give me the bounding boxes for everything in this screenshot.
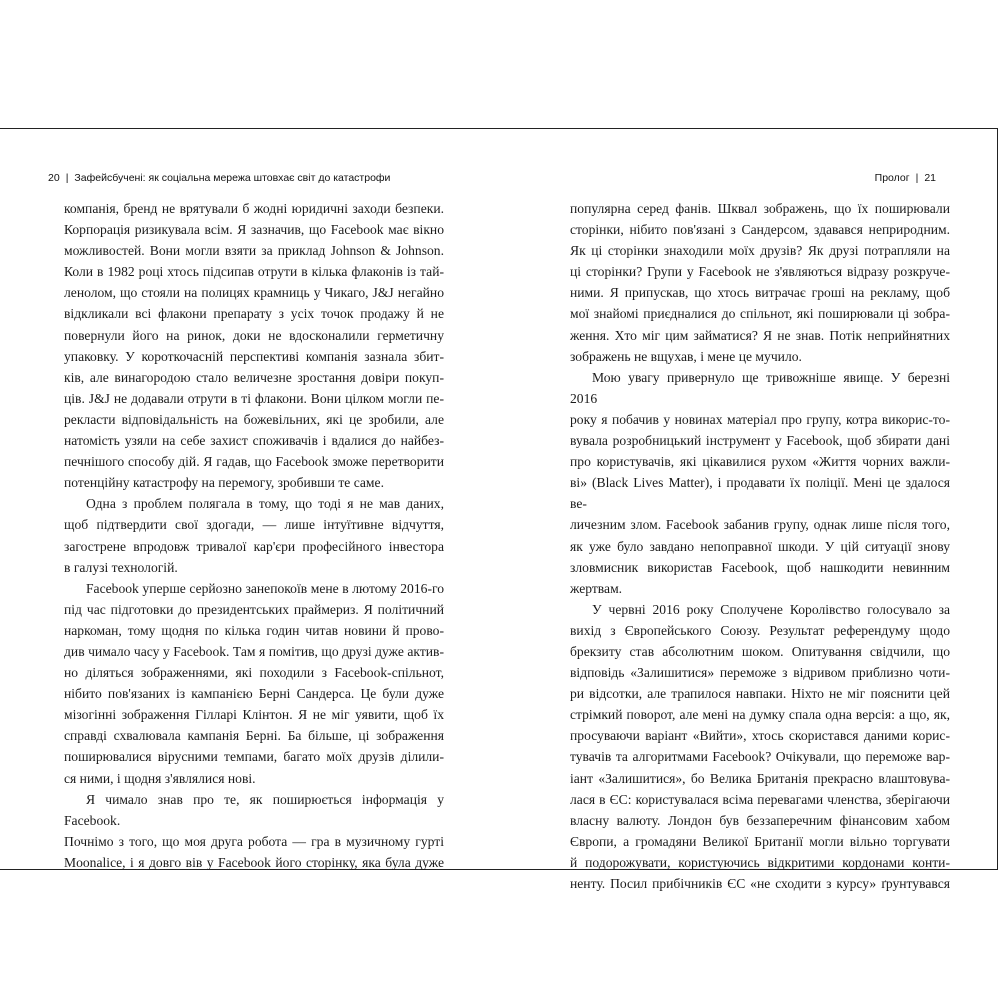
left-header-separator: | <box>65 172 69 184</box>
text-line: про користувачів, які цікавилися рухом «Життя чорних важли- <box>570 454 950 470</box>
text-line: зловмисник використав Facebook, щоб нашкодити невинним <box>570 559 950 575</box>
text-line: в галузі технологій. <box>64 559 178 575</box>
text-line: щоб підтвердити свої здогади, — лише інтуїтивне відчуття, <box>64 517 444 533</box>
text-line: компанія, бренд не врятували б жодні юридичні заходи безпеки. <box>64 201 444 216</box>
text-line: тувачів та алгоритмами Facebook? Очікували, що переможе вар- <box>570 749 950 765</box>
right-running-title: Пролог <box>874 172 910 184</box>
text-line: ців. J&J не додавали отрути в ті флакони. Вони цілком могли пе- <box>64 390 444 406</box>
text-line: личезним злом. Facebook забанив групу, однак лише після того, <box>570 517 950 533</box>
text-line: мізогінні зображення Гілларі Клінтон. Я не міг уявити, щоб їх <box>64 707 444 723</box>
text-line: жертвам. <box>570 580 623 596</box>
text-line: ри відсотки, але трапилося навпаки. Ніхто не міг пояснити цей <box>570 686 950 702</box>
text-line: ними. Я припускав, що хтось витрачає гроші на рекламу, щоб <box>570 285 950 301</box>
text-line: рекласти відповідальність на божевільних, які це зробили, але <box>64 411 444 427</box>
text-line: відкликали всі флакони препарату з усіх точок продажу й не <box>64 306 444 322</box>
text-line: вувала розробницький інструмент у Facebook, щоб збирати дані <box>570 433 950 449</box>
text-line: Moonalice, і я довго вів у Facebook його сторінку, яка була дуже <box>64 854 444 870</box>
text-line: Корпорація ризикувала всім. Я зазначив, що Facebook має вікно <box>64 222 444 238</box>
right-page-number: 21 <box>924 172 936 184</box>
text-line: Мою увагу привернуло ще тривожніше явище. У березні 2016 <box>570 369 950 406</box>
text-line: Одна з проблем полягала в тому, що тоді я не мав даних, <box>86 496 444 512</box>
text-line: див чимало часу у Facebook. Там я помітив, що друзі дуже актив- <box>64 643 444 659</box>
text-line: наркоман, тому щодня по кілька годин читав новини й прово- <box>64 622 444 638</box>
text-line: власну валюту. Лондон був беззаперечним фінансовим хабом <box>570 812 950 828</box>
left-page-number: 20 <box>48 172 60 184</box>
text-line: ві» (Black Lives Matter), і продавати їх поліції. Мені це здалося ве- <box>570 475 950 512</box>
text-line: Facebook уперше серйозно занепокоїв мене в лютому 2016-го <box>86 580 444 596</box>
text-line: й подорожувати, користуючись відкритими кордонами конти- <box>570 854 950 870</box>
text-line: ленолом, що стояли на полицях крамниць у Чикаго, J&J негайно <box>64 285 444 301</box>
text-line: мої знайомі приєдналися до спільнот, які поширювали ці зобра- <box>570 306 950 322</box>
text-line: ся ними, і щодня з'являлися нові. <box>64 770 256 786</box>
text-line: ків, але винагородою стало величезне зростання довіри покуп- <box>64 369 444 385</box>
text-line: потенційну катастрофу на перемогу, зробивши те саме. <box>64 475 384 491</box>
text-line: просуваючи варіант «Вийти», хтось скористався даними корис- <box>570 728 950 744</box>
right-running-head <box>875 172 936 184</box>
text-line: нібито пов'язаних із кампанією Берні Сандерса. Це були дуже <box>64 686 444 702</box>
text-line: можливостей. Вони могли взяти за приклад Johnson & Johnson. <box>64 243 444 259</box>
text-line: року я побачив у новинах матеріал про групу, котра викорис-то- <box>570 411 950 427</box>
left-running-head <box>48 172 390 184</box>
text-line: Почнімо з того, що моя друга робота — гра в музичному гурті <box>64 833 444 849</box>
text-line: іант «Залишитися», бо Велика Британія прекрасно влаштовува- <box>570 770 950 786</box>
text-line: справді схвалювала кампанія Берні. Ба більше, ці зображення <box>64 728 444 744</box>
text-line: упаковку. У короткочасній перспективі компанія зазнала збит- <box>64 348 444 364</box>
text-line: поширювалися вірусними темпами, багато моїх друзів ділили- <box>64 749 444 765</box>
text-line: ці сторінки? Групи у Facebook не з'являються відразу розкруче- <box>570 264 950 280</box>
text-line: но діляться зображеннями, які походили з Facebook-спільнот, <box>64 665 444 681</box>
text-line: вихід з Європейського Союзу. Результат референдуму щодо <box>570 622 950 638</box>
text-line: печнішого способу дій. Я гадав, що Facebook зможе перетворити <box>64 454 444 470</box>
text-line: лася в ЄС: користувалася всіма перевагами членства, зберігаючи <box>570 791 950 807</box>
text-line: під час підготовки до президентських праймериз. Я політичний <box>64 601 444 617</box>
text-line: популярна серед фанів. Шквал зображень, що їх поширювали <box>570 201 950 216</box>
text-line: ненту. Посил прибічників ЄС «не сходити з курсу» ґрунтувався <box>570 876 950 891</box>
text-line: брекзиту став абсолютним шоком. Опитування свідчили, що <box>570 643 950 659</box>
text-line: У червні 2016 року Сполучене Королівство голосувало за <box>592 601 950 617</box>
text-line: відповідь «Залишитися» переможе з відривом приблизно чоти- <box>570 665 950 681</box>
right-page-body <box>570 198 950 894</box>
text-line: Європи, а громадяни Великої Британії могли вільно торгувати <box>570 833 950 849</box>
text-line: ження. Хто міг цим займатися? Я не знав. Потік неприйнятних <box>570 327 950 343</box>
text-line: Я чимало знав про те, як поширюється інформація у Facebook. <box>64 791 444 828</box>
text-line: як уже було завдано непоправної шкоди. У цій ситуації знову <box>570 538 950 554</box>
text-line: повернули його на ринок, доки не вдосконалили герметичну <box>64 327 444 343</box>
text-line: Як ці сторінки знаходили моїх друзів? Як друзі потрапляли на <box>570 243 950 259</box>
text-line: загострене впродовж тривалої кар'єри професійного інвестора <box>64 538 444 554</box>
text-line: сторінки, нібито пов'язані з Сандерсом, здавався неприродним. <box>570 222 950 238</box>
text-line: натомість узяли на себе захист споживачів і вдалися до найбез- <box>64 433 444 449</box>
text-line: стрімкий поворот, але мені на думку спала одна версія: а що, як, <box>570 707 950 723</box>
left-running-title: Зафейсбучені: як соціальна мережа штовхає світ до катастрофи <box>74 172 391 184</box>
left-page-body <box>64 198 444 873</box>
right-header-separator: | <box>915 172 919 184</box>
text-line: Коли в 1982 році хтось підсипав отрути в кілька флаконів із тай- <box>64 264 444 280</box>
text-line: зображень не вщухав, і мене це мучило. <box>570 348 802 364</box>
